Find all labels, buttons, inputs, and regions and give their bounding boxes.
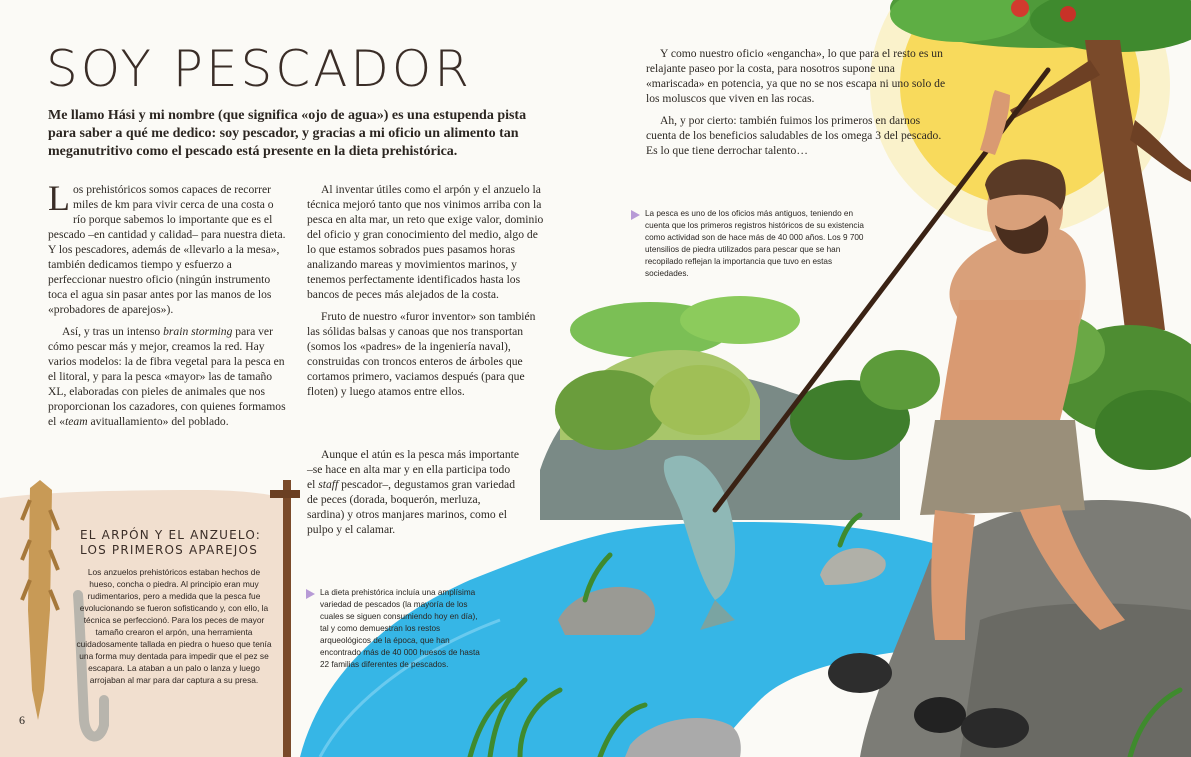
paragraph: Así, y tras un intenso brain storming para ver cómo pescar más y mejor, creamos la red. Hay varios modelos: la de fibra vegetal para la pesca en el litoral, y para la pesca «mayor» las de tamaño XL, elaboradas con pieles de animales que nos proporcionan los cazadores, con quienes formamos el «team avituallamiento» del poblado. (48, 325, 286, 428)
paragraph: Aunque el atún es la pesca más importante –se hace en alta mar y en ella participa todo el staff pescador–, degustamos gran variedad de peces (dorada, boquerón, merluza, sardina) y otros manjares marinos, como el pulpo y el calamar. (307, 448, 519, 536)
intro-paragraph: Me llamo Hási y mi nombre (que significa «ojo de agua») es una estupenda pista para saber a qué me dedico: soy pescador, y gracias a mi oficio un alimento tan meganutritivo como el pescado está presente en la dieta prehistórica. (48, 108, 527, 159)
sidebar-title: EL ARPÓN Y EL ANZUELO: LOS PRIMEROS APAREJOS (80, 528, 262, 557)
body-column-1 (48, 178, 288, 436)
sidebar-text: Los anzuelos prehistóricos estaban hechos de hueso, concha o piedra. Al principio eran muy rudimentarios, pero a medida que la pesca fue evolucionando se fueron sofisticando y, con ello, la técnica se perfeccionó. Para los peces de mayor tamaño crearon el arpón, una herramienta cuidadosamente tallada en piedra o hueso que tenía una forma muy dentada para impedir que el pez se escapara. La ataban a un palo o lanza y luego arrojaban al mar para dar captura a su presa. (76, 567, 272, 685)
drop-cap: L (48, 178, 70, 218)
caption-arrow-icon (631, 210, 640, 220)
body-column-4 (646, 46, 946, 165)
paragraph: Al inventar útiles como el arpón y el anzuelo la técnica mejoró tanto que nos vinimos arriba con la pesca en alta mar, un reto que exige valor, dominio del oficio y gran conocimiento del medio, algo de lo que estamos sobrados pues pasamos horas analizando mareas y movimientos marinos, y tenemos perfectamente identificados hasta los bancos de peces más alejados de la costa. (307, 183, 544, 301)
caption-diet: La dieta prehistórica incluía una amplísima variedad de pescados (la mayoría de los cuales se siguen consumiendo hoy en día), tal y como demuestran los restos arqueológicos de la época, que han encontrado más de 40 000 huesos de hasta 22 familias diferentes de pescados. (320, 587, 488, 671)
caption-arrow-icon (306, 589, 315, 599)
paragraph: Fruto de nuestro «furor inventor» son también las sólidas balsas y canoas que nos transportan (somos los «padres» de la ingeniería naval), construidas con troncos enteros de árboles que cortamos primero, vaciamos después (para que floten) y luego atamos entre ellos. (307, 310, 536, 398)
paragraph: Y como nuestro oficio «engancha», lo que para el resto es un relajante paseo por la costa, para nosotros supone una «mariscada» en potencia, ya que no se nos escapa ni uno solo de los moluscos que viven en las rocas. (646, 47, 946, 105)
body-column-3 (307, 447, 519, 544)
paragraph: Ah, y por cierto: también fuimos los primeros en darnos cuenta de los beneficios saludables de los omega 3 del pescado. Es lo que tiene derrochar talento… (646, 114, 942, 157)
caption-fishing: La pesca es uno de los oficios más antiguos, teniendo en cuenta que los primeros registros históricos de su existencia como actividad son de hace más de 40 000 años. Los 9 700 utensilios de piedra utilizados para pescar que se han recopilado reflejan la importancia que tuvo en estas sociedades. (645, 208, 867, 280)
page-title: SOY PESCADOR (46, 40, 472, 98)
body-column-2 (307, 182, 545, 406)
page-number: 6 (19, 713, 25, 727)
paragraph: Los prehistóricos somos capaces de recorrer miles de km para vivir cerca de una costa o río porque sabemos lo importante que es el pescado –en cantidad y calidad– para nuestra dieta. Y los pescadores, además de «llevarlo a la mesa», también dedicamos tiempo y esfuerzo a perfeccionar nuestro oficio (ningún instrumento toca el agua sin pasar antes por las manos de los «probadores de aparejos»). (48, 178, 286, 316)
